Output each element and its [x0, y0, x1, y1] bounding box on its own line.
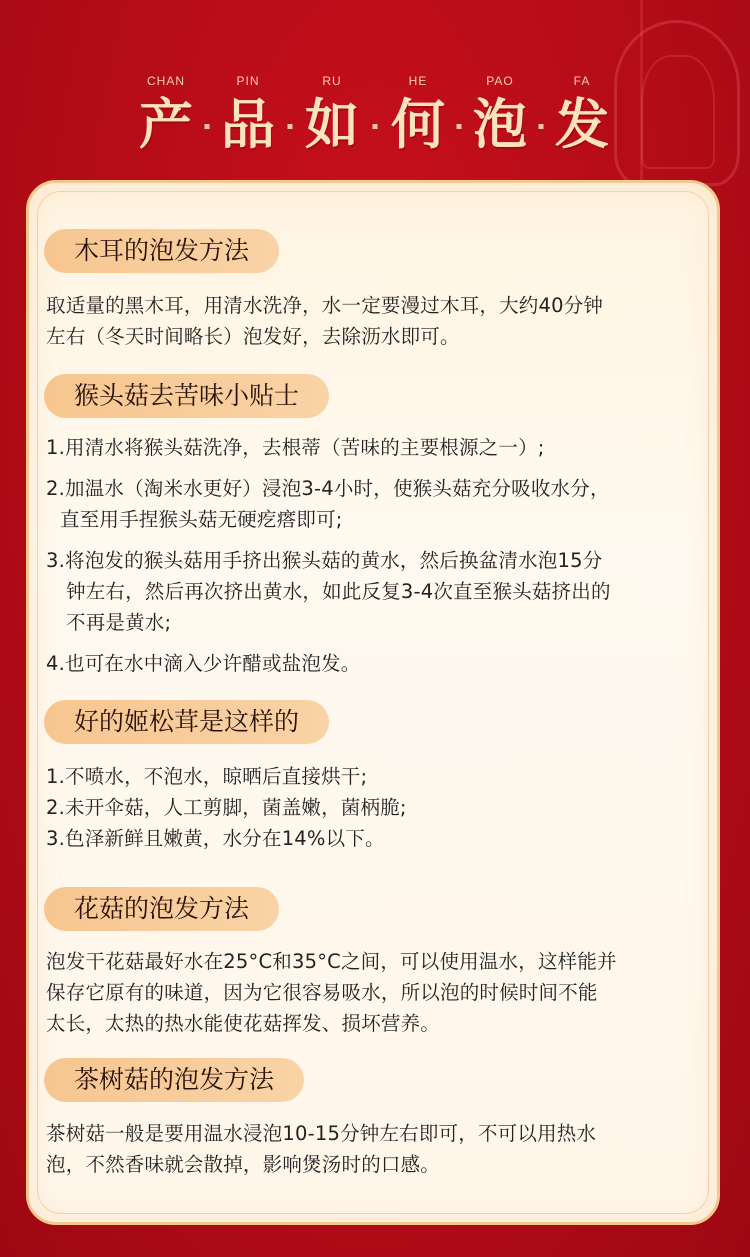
- section-text-huagu: [46, 946, 708, 1039]
- text-line: 泡，不然香味就会散掉，影响煲汤时的口感。: [46, 1153, 441, 1176]
- title-dot: [288, 124, 293, 129]
- text-line: 左右（冬天时间略长）泡发好，去除沥水即可。: [46, 325, 460, 348]
- section-heading-houtougu: 猴头菇去苦味小贴士: [44, 374, 329, 418]
- pinyin-3: RU: [322, 74, 342, 88]
- title-char-2: 品: [221, 92, 275, 156]
- list-item: [46, 545, 708, 638]
- title-char-6: 发: [555, 92, 609, 156]
- title-dot: [457, 124, 462, 129]
- section-heading-jisongrong: 好的姬松茸是这样的: [44, 700, 329, 744]
- list-item: 3.色泽新鲜且嫩黄，水分在14%以下。: [46, 827, 385, 850]
- section-list-jisongrong: [46, 761, 708, 854]
- title-dot: [205, 124, 210, 129]
- text-line: 4.也可在水中滴入少许醋或盐泡发。: [46, 652, 361, 675]
- pinyin-6: FA: [573, 74, 591, 88]
- list-item: 2.未开伞菇，人工剪脚，菌盖嫩，菌柄脆;: [46, 796, 407, 819]
- text-line: 3.将泡发的猴头菇用手挤出猴头菇的黄水，然后换盆清水泡15分: [46, 549, 603, 572]
- page-header: [0, 0, 750, 170]
- title-char-3: 如: [305, 92, 359, 156]
- text-line: 泡发干花菇最好水在25°C和35°C之间，可以使用温水，这样能并: [46, 950, 617, 973]
- text-line: 2.加温水（淘米水更好）浸泡3-4小时，使猴头菇充分吸收水分，: [46, 477, 610, 500]
- pinyin-5: PAO: [486, 74, 514, 88]
- title-dot: [373, 124, 378, 129]
- title-dot: [539, 124, 544, 129]
- list-item: 1.不喷水，不泡水，晾晒后直接烘干;: [46, 765, 368, 788]
- section-text-muer: [46, 290, 708, 352]
- section-heading-muer: 木耳的泡发方法: [44, 229, 279, 273]
- title-char-5: 泡: [473, 92, 527, 156]
- pinyin-1: CHAN: [146, 74, 186, 88]
- list-item: [46, 473, 708, 535]
- section-heading-chashugu: 茶树菇的泡发方法: [44, 1058, 304, 1102]
- text-line: 茶树菇一般是要用温水浸泡10-15分钟左右即可，不可以用热水: [46, 1122, 597, 1145]
- pinyin-2: PIN: [236, 74, 260, 88]
- section-heading-huagu: 花菇的泡发方法: [44, 887, 279, 931]
- text-line: 太长，太热的热水能使花菇挥发、损坏营养。: [46, 1012, 441, 1035]
- text-line: 保存它原有的味道，因为它很容易吸水，所以泡的时候时间不能: [46, 981, 598, 1004]
- section-list-houtougu: [46, 432, 708, 679]
- list-item: [46, 432, 708, 463]
- text-line: 1.用清水将猴头菇洗净，去根蒂（苦味的主要根源之一）;: [46, 436, 545, 459]
- bottom-background: [0, 1225, 750, 1257]
- pinyin-4: HE: [408, 74, 428, 88]
- text-line: 钟左右，然后再次挤出黄水，如此反复3-4次直至猴头菇挤出的: [66, 580, 611, 603]
- section-text-chashugu: [46, 1118, 708, 1180]
- text-line: 直至用手捏猴头菇无硬疙瘩即可;: [60, 508, 343, 531]
- title-char-4: 何: [391, 92, 445, 156]
- text-line: 取适量的黑木耳，用清水洗净，水一定要漫过木耳，大约40分钟: [46, 294, 604, 317]
- text-line: 不再是黄水;: [66, 611, 172, 634]
- list-item: [46, 648, 708, 679]
- title-char-1: 产: [139, 92, 193, 156]
